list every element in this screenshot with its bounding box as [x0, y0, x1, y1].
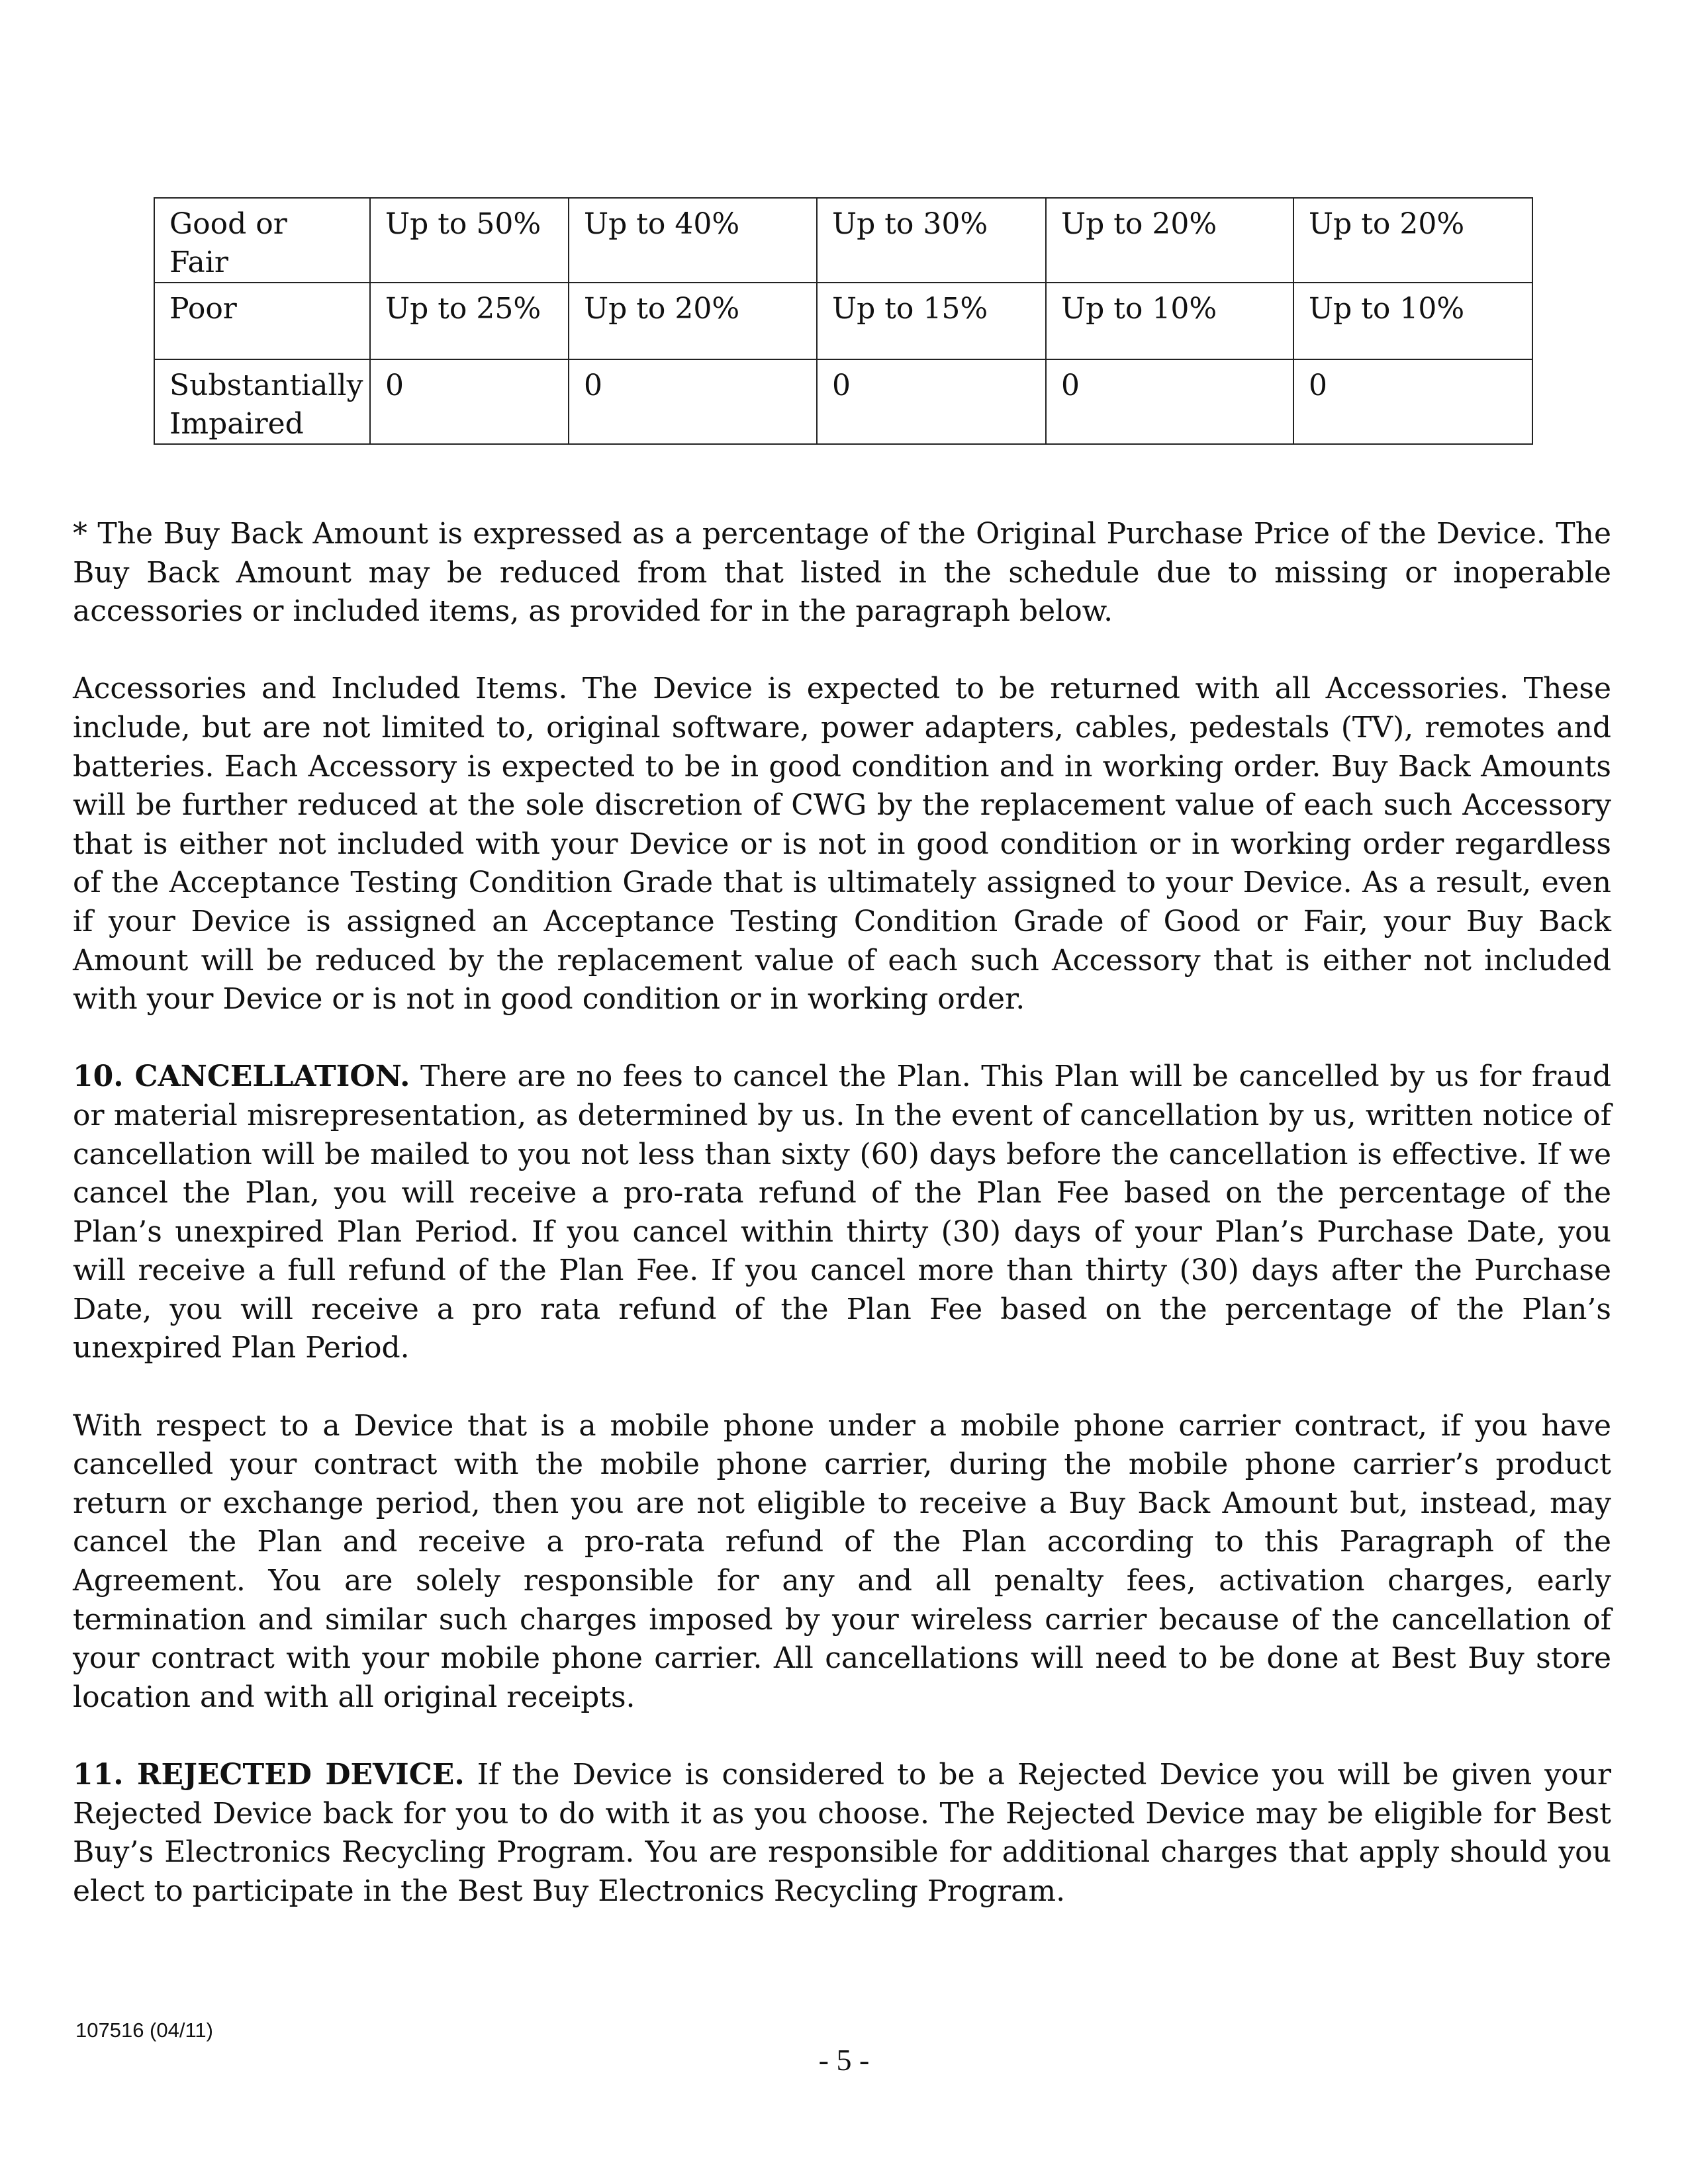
table-cell: 0: [370, 359, 569, 444]
table-row-good-or-fair: [154, 198, 1532, 283]
cancellation-text: There are no fees to cancel the Plan. This Plan will be cancelled by us for fraud or material misrepresentation, as determined by us. In the event of cancellation by us, written notice of cancellation will be mailed to you not less than sixty (60) days before the cancellation is effective. If we cancel the Plan, you will receive a pro-rata refund of the Plan Fee based on the percentage of the Plan’s unexpired Plan Period. If you cancel within thirty (30) days of your Plan’s Purchase Date, you will receive a full refund of the Plan Fee. If you cancel more than thirty (30) days after the Purchase Date, you will receive a pro rata refund of the Plan Fee based on the percentage of the Plan’s unexpired Plan Period.: [73, 1060, 1611, 1365]
cancellation-section: [73, 1058, 1611, 1368]
table-cell: Substantially Impaired: [154, 359, 370, 444]
table-cell: Up to 10%: [1046, 283, 1293, 359]
form-code: 107516 (04/11): [75, 2019, 213, 2042]
mobile-phone-paragraph: With respect to a Device that is a mobile phone under a mobile phone carrier contract, if you have cancelled your contract with the mobile phone carrier, during the mobile phone carrier’s product return or exchange period, then you are not eligible to receive a Buy Back Amount but, instead, may cancel the Plan and receive a pro-rata refund of the Plan according to this Paragraph of the Agreement. You are solely responsible for any and all penalty fees, activation charges, early termination and similar such charges imposed by your wireless carrier because of the cancellation of your contract with your mobile phone carrier. All cancellations will need to be done at Best Buy store location and with all original receipts.: [73, 1408, 1611, 1714]
rejected-device-text: If the Device is considered to be a Rejected Device you will be given your Rejected Device back for you to do with it as you choose. The Rejected Device may be eligible for Best Buy’s Electronics Recycling Program. You are responsible for additional charges that apply should you elect to participate in the Best Buy Electronics Recycling Program.: [73, 1758, 1612, 1908]
table-cell: Good or Fair: [154, 198, 370, 283]
table-cell: Up to 15%: [817, 283, 1046, 359]
table-cell: Up to 40%: [569, 198, 817, 283]
accessories-paragraph: Accessories and Included Items. The Device is expected to be returned with all Accessories. These include, but are not limited to, original software, power adapters, cables, pedestals (TV), remotes and batteries. Each Accessory is expected to be in good condition and in working order. Buy Back Amounts will be further reduced at the sole discretion of CWG by the replacement value of each such Accessory that is either not included with your Device or is not in good condition or in working order regardless of the Acceptance Testing Condition Grade that is ultimately assigned to your Device. As a result, even if your Device is assigned an Acceptance Testing Condition Grade of Good or Fair, your Buy Back Amount will be reduced by the replacement value of each such Accessory that is either not included with your Device or is not in good condition or in working order.: [73, 672, 1611, 1017]
table-cell: Up to 20%: [569, 283, 817, 359]
rejected-device-section: [73, 1756, 1611, 1911]
rejected-device-heading: 11. REJECTED DEVICE.: [73, 1758, 465, 1792]
table-row-substantially-impaired: [154, 359, 1532, 444]
table-row-poor: [154, 283, 1532, 359]
table-cell: Up to 20%: [1046, 198, 1293, 283]
buy-back-grade-table: [154, 197, 1533, 445]
table-cell: Up to 25%: [370, 283, 569, 359]
table-cell: Up to 20%: [1293, 198, 1532, 283]
cancellation-heading: 10. CANCELLATION.: [73, 1060, 410, 1094]
table-cell: 0: [1293, 359, 1532, 444]
table-cell: 0: [817, 359, 1046, 444]
document-body: [73, 515, 1611, 1950]
table-cell: Poor: [154, 283, 370, 359]
buy-back-footnote: * The Buy Back Amount is expressed as a percentage of the Original Purchase Price of the Device. The Buy Back Amount may be reduced from that listed in the schedule due to missing or inoperable accessories or included items, as provided for in the paragraph below.: [73, 517, 1611, 629]
table-cell: 0: [569, 359, 817, 444]
table-cell: Up to 30%: [817, 198, 1046, 283]
table-cell: Up to 10%: [1293, 283, 1532, 359]
page-number: - 5 -: [818, 2043, 870, 2077]
table-cell: Up to 50%: [370, 198, 569, 283]
table-cell: 0: [1046, 359, 1293, 444]
